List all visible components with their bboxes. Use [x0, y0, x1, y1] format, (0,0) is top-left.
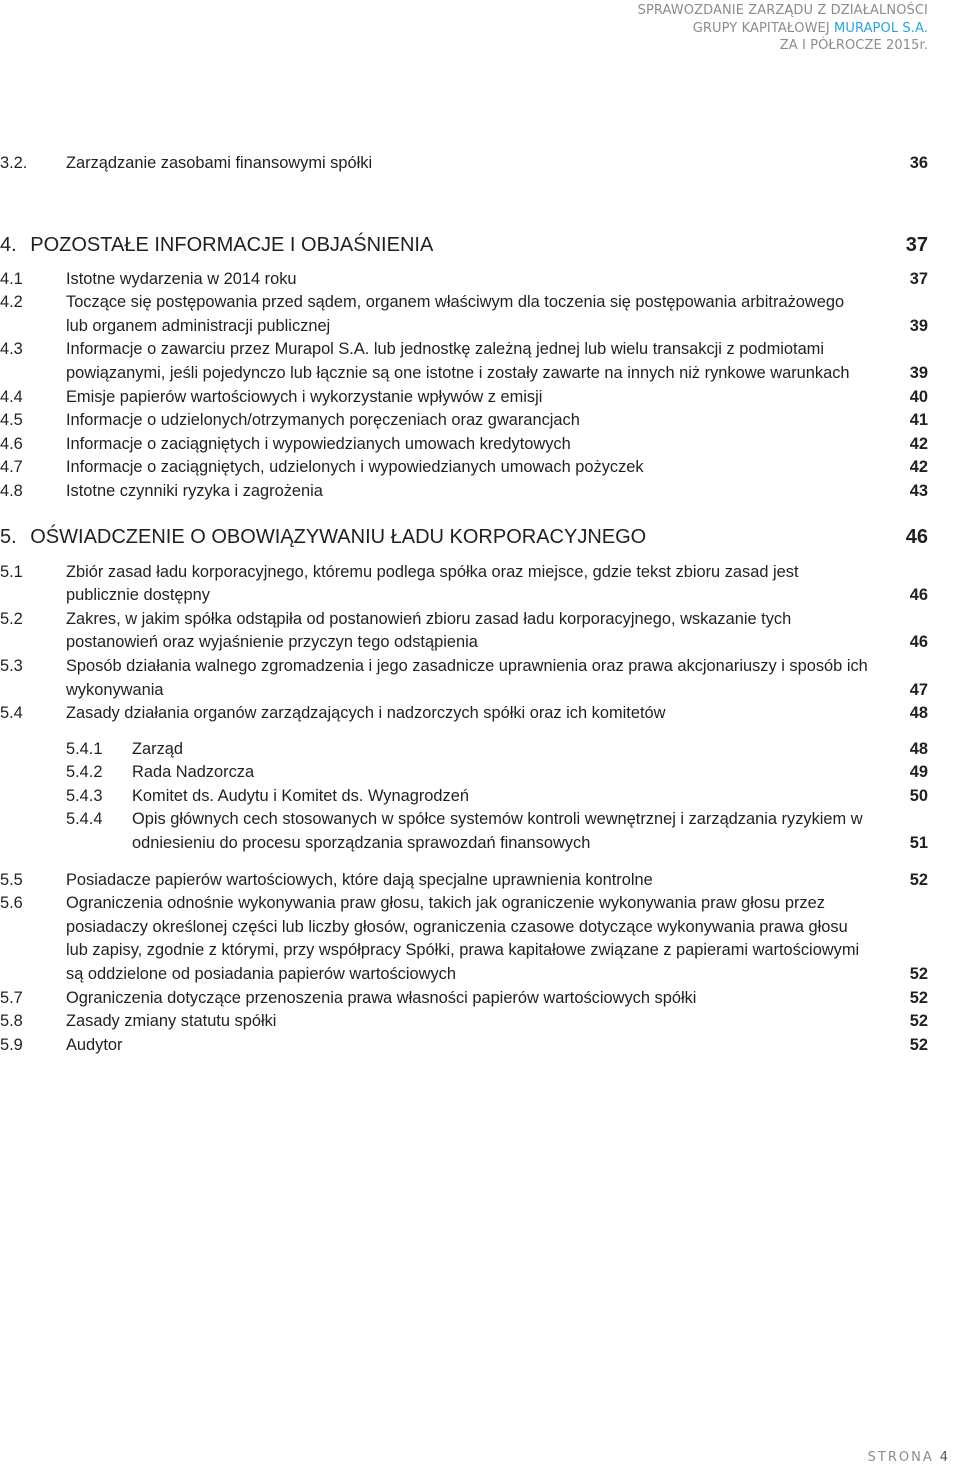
toc-entry-title: Emisje papierów wartościowych i wykorzystanie wpływów z emisji — [66, 387, 543, 406]
toc-entry-page: 46 — [909, 633, 928, 652]
page-number: 4 — [939, 1450, 948, 1465]
footer-label: STRONA — [867, 1450, 934, 1465]
toc-entry-number: 5.5 — [0, 870, 23, 889]
toc-entry-title: Informacje o udzielonych/otrzymanych poręczeniach oraz gwarancjach — [66, 411, 580, 430]
toc-entry-title: Zasady zmiany statutu spółki — [66, 1012, 277, 1031]
toc-entry-page: 39 — [909, 316, 928, 335]
toc-entry-5-4-4[interactable] — [0, 808, 928, 855]
toc-entry-title: Zbiór zasad ładu korporacyjnego, któremu podlega spółka oraz miejsce, gdzie tekst zbioru zasad jest publicznie dostępny — [66, 562, 799, 605]
toc-entry-4-1[interactable] — [0, 268, 928, 292]
toc-entry-5-4-1[interactable] — [0, 738, 928, 762]
toc-entry-5-4[interactable] — [0, 702, 928, 726]
toc-entry-number: 5.3 — [0, 656, 23, 675]
toc-entry-title: Rada Nadzorcza — [132, 763, 255, 782]
toc-entry-title: Zarządzanie zasobami finansowymi spółki — [66, 154, 373, 172]
toc-entry-4-6[interactable] — [0, 433, 928, 457]
toc-entry-5-3[interactable] — [0, 655, 928, 702]
toc-entry-page: 48 — [909, 739, 928, 758]
toc-entry-5-8[interactable] — [0, 1010, 928, 1034]
toc-entry-number: 4.1 — [0, 269, 23, 288]
toc-entry-page: 50 — [909, 786, 928, 805]
toc-section-page: 37 — [905, 233, 928, 256]
toc-entry-5-6[interactable] — [0, 892, 928, 986]
toc-entry-4-5[interactable] — [0, 409, 928, 433]
toc-entry-title: Zarząd — [132, 739, 184, 758]
toc-entry-title: Sposób działania walnego zgromadzenia i jego zasadnicze uprawnienia oraz prawa akcjonariuszy i sposób ich wykonywania — [66, 656, 868, 699]
toc-entry-4-2[interactable] — [0, 291, 928, 338]
toc-entry-page: 48 — [909, 704, 928, 723]
toc-entry-5-5[interactable] — [0, 869, 928, 893]
toc-entry-number: 3.2. — [0, 154, 28, 172]
header-line-3: ZA I PÓŁROCZE 2015r. — [779, 38, 928, 53]
toc-entry-number: 4.3 — [0, 340, 23, 359]
toc-entry-title: Zasady działania organów zarządzających i nadzorczych spółki oraz ich komitetów — [66, 704, 666, 723]
toc-entry-3-2[interactable] — [0, 152, 928, 176]
toc-section-page: 46 — [905, 525, 928, 548]
page-footer — [868, 1450, 948, 1465]
toc-section-number: 4. — [0, 233, 17, 256]
toc-entry-page: 52 — [909, 1035, 928, 1054]
toc-entry-page: 42 — [909, 434, 928, 453]
toc-entry-page: 46 — [909, 586, 928, 605]
toc-entry-page: 40 — [909, 387, 928, 406]
toc-entry-number: 5.4 — [0, 704, 23, 723]
toc-entry-5-9[interactable] — [0, 1034, 928, 1058]
toc-entry-number: 4.8 — [0, 481, 23, 500]
toc-entry-page: 39 — [909, 363, 928, 382]
toc-entry-number: 5.4.2 — [66, 763, 103, 782]
toc-entry-page: 52 — [909, 988, 928, 1007]
header-line-1: SPRAWOZDANIE ZARZĄDU Z DZIAŁALNOŚCI — [637, 3, 928, 18]
toc-entry-title: Informacje o zaciągniętych i wypowiedzianych umowach kredytowych — [66, 434, 571, 453]
header-company-name: MURAPOL S.A. — [834, 20, 928, 36]
toc-entry-number: 5.1 — [0, 562, 23, 581]
header-line-2 — [638, 20, 928, 38]
running-header — [638, 2, 928, 55]
toc-entry-4-3[interactable] — [0, 338, 928, 385]
toc-entry-page: 42 — [909, 458, 928, 477]
toc-entry-number: 4.5 — [0, 411, 23, 430]
toc-entry-page: 51 — [909, 834, 928, 853]
toc-entry-number: 5.4.1 — [66, 739, 103, 758]
toc-entry-title: Komitet ds. Audytu i Komitet ds. Wynagrodzeń — [132, 786, 469, 805]
toc-entry-number: 5.4.4 — [66, 810, 103, 829]
toc-entry-number: 4.4 — [0, 387, 23, 406]
toc-entry-title: Toczące się postępowania przed sądem, organem właściwym dla toczenia się postępowania arbitrażowego lub organem administracji publicznej — [66, 293, 845, 335]
toc-entry-page: 52 — [909, 1012, 928, 1031]
toc-entry-4-4[interactable] — [0, 386, 928, 410]
toc-entry-page: 41 — [909, 411, 928, 430]
toc-entry-page: 36 — [909, 154, 928, 172]
toc-entry-title: Zakres, w jakim spółka odstąpiła od postanowień zbioru zasad ładu korporacyjnego, wskazanie tych postanowień oraz wyjaśnienie przyczyn tego odstąpienia — [66, 609, 792, 652]
table-of-contents — [0, 152, 928, 1057]
toc-entry-number: 5.4.3 — [66, 786, 103, 805]
toc-entry-page: 43 — [909, 481, 928, 500]
toc-entry-page: 47 — [909, 680, 928, 699]
toc-entry-number: 5.2 — [0, 609, 23, 628]
toc-entry-title: Informacje o zawarciu przez Murapol S.A. lub jednostkę zależną jednej lub wielu transakcji z podmiotami powiązanymi, jeśli pojedynczo lub łącznie są one istotne i zostały zawarte na innych niż rynkowe warunkach — [66, 340, 850, 382]
toc-entry-title: Audytor — [66, 1035, 123, 1054]
toc-entry-5-2[interactable] — [0, 608, 928, 655]
toc-entry-5-4-2[interactable] — [0, 761, 928, 785]
toc-section-title: POZOSTAŁE INFORMACJE I OBJAŚNIENIA — [30, 233, 434, 256]
toc-section-4[interactable] — [0, 232, 928, 258]
toc-entry-number: 4.2 — [0, 293, 23, 312]
toc-entry-number: 5.6 — [0, 894, 23, 913]
toc-entry-number: 4.7 — [0, 458, 23, 477]
toc-entry-page: 52 — [909, 965, 928, 984]
toc-entry-5-7[interactable] — [0, 987, 928, 1011]
toc-entry-page: 49 — [909, 763, 928, 782]
toc-entry-page: 37 — [909, 269, 928, 288]
header-group-label: GRUPY KAPITAŁOWEJ — [692, 20, 830, 36]
toc-entry-4-8[interactable] — [0, 480, 928, 504]
toc-entry-number: 4.6 — [0, 434, 23, 453]
toc-entry-title: Istotne czynniki ryzyka i zagrożenia — [66, 481, 323, 500]
toc-entry-title: Istotne wydarzenia w 2014 roku — [66, 269, 297, 288]
toc-section-5[interactable] — [0, 524, 928, 550]
toc-entry-title: Posiadacze papierów wartościowych, które dają specjalne uprawnienia kontrolne — [66, 870, 653, 889]
toc-entry-number: 5.9 — [0, 1035, 23, 1054]
toc-entry-number: 5.7 — [0, 988, 23, 1007]
toc-entry-5-1[interactable] — [0, 561, 928, 608]
toc-entry-title: Ograniczenia dotyczące przenoszenia prawa własności papierów wartościowych spółki — [66, 988, 697, 1007]
toc-entry-4-7[interactable] — [0, 456, 928, 480]
toc-entry-title: Informacje o zaciągniętych, udzielonych i wypowiedzianych umowach pożyczek — [66, 458, 644, 477]
toc-section-title: OŚWIADCZENIE O OBOWIĄZYWANIU ŁADU KORPORACYJNEGO — [30, 525, 647, 548]
toc-entry-page: 52 — [909, 870, 928, 889]
toc-entry-5-4-3[interactable] — [0, 785, 928, 809]
toc-entry-title: Ograniczenia odnośnie wykonywania praw głosu, takich jak ograniczenie wykonywania praw głosu przez posiadaczy określonej części lub liczby głosów, ograniczenia czasowe dotyczące wykonywania prawa głosu lub zapisy, zgodnie z którymi, przy współpracy Spółki, prawa kapitałowe związane z papierami wartościowymi są oddzielone od posiadania papierów wartościowych — [66, 894, 860, 984]
toc-entry-number: 5.8 — [0, 1012, 23, 1031]
toc-section-number: 5. — [0, 525, 17, 548]
toc-entry-title: Opis głównych cech stosowanych w spółce systemów kontroli wewnętrznej i zarządzania ryzykiem w odniesieniu do procesu sporządzania sprawozdań finansowych — [132, 810, 863, 853]
